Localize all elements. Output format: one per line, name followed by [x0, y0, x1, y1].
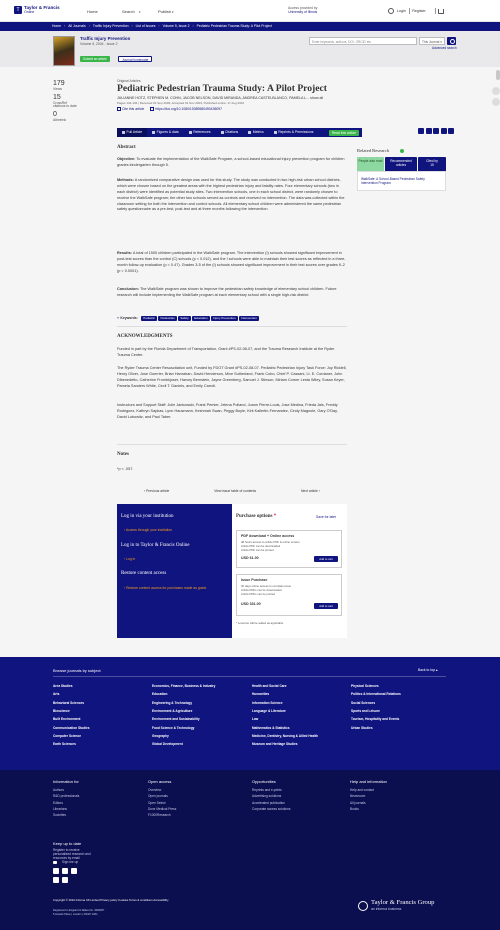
option-feature: Article PDFs can be downloaded: [241, 588, 282, 592]
views-count: 179: [53, 80, 65, 87]
altmetric-stat[interactable]: [53, 111, 66, 122]
footer-link[interactable]: Help and contact: [350, 788, 374, 793]
related-research-heading: Related Research: [357, 148, 390, 153]
footer-link[interactable]: All journals: [350, 800, 366, 805]
related-article-link[interactable]: WalkSafe: A School-Based Pedestrian Safety Intervention Program: [361, 177, 425, 186]
subject-link[interactable]: Arts: [53, 692, 60, 697]
conclusion-label: Conclusion:: [117, 287, 139, 291]
results-text: A total of 1500 children participated in the WalkSafe program. The intervention (I) schools showed significant improvement in post-test scores than the control (C) schools (p < 0.012), and the I schools were able to maintain their test scores as reflected in a three-month follow-up evaluation (p < 0.47). Grades 3-5 of the (I) schools showed significant improvement in their test scores over grades K-2 (p < 0.0001).: [117, 251, 346, 273]
nav-home[interactable]: Home: [87, 9, 98, 14]
keyword-tag[interactable]: Safety: [180, 316, 189, 320]
footer-link[interactable]: R&D professionals: [53, 794, 80, 799]
add-to-cart-button[interactable]: Add to cart: [314, 603, 338, 609]
search-scope-value: This Journal: [422, 40, 440, 44]
institution-login-heading: Log in via your institution: [121, 514, 174, 519]
tab-label: Reprints & Permissions: [278, 130, 314, 134]
breadcrumb-all-journals[interactable]: All Journals: [68, 24, 86, 29]
document-icon: [122, 131, 125, 134]
divider: [117, 326, 347, 327]
link-icon: [150, 107, 154, 111]
issue-toc-link[interactable]: View issue table of contents: [214, 488, 257, 493]
methods-label: Methods:: [117, 178, 134, 182]
footer-column-help: [350, 779, 387, 812]
results-label: Results:: [117, 251, 132, 255]
breadcrumb: Home › All Journals › Traffic Injury Prevention › List of Issues › Volume 5, Issue 2 › Pediatric Pedestrian Trauma Study: A Pilot Project: [0, 22, 500, 31]
breadcrumb-home[interactable]: Home: [52, 24, 62, 29]
purchase-heading-text: Purchase options: [236, 514, 273, 519]
column-heading: Opportunities: [252, 779, 276, 784]
institution-name: University of Illinois: [288, 10, 318, 15]
subject-link[interactable]: Global Development: [152, 742, 183, 747]
email-icon[interactable]: [448, 128, 454, 134]
citation-row: [117, 107, 222, 112]
register-link[interactable]: Register: [412, 8, 426, 13]
advanced-search-link[interactable]: Advanced search: [432, 46, 457, 50]
footer-link[interactable]: Corporate access solutions: [252, 806, 291, 811]
article-pager: [117, 486, 347, 496]
keep-up-heading: Keep up to date: [53, 841, 82, 846]
institution-access-link[interactable]: › Access through your institution: [124, 528, 172, 533]
bar-chart-icon: [248, 131, 251, 134]
keep-up-text: Register to receive personalised research and resources by email: [53, 848, 91, 861]
column-heading: Help and information: [350, 779, 387, 784]
facebook-icon[interactable]: [53, 868, 59, 874]
subject-link[interactable]: Engineering & Technology: [152, 700, 193, 705]
quote-icon: [117, 107, 121, 111]
keyword-tag[interactable]: Pedestrian: [160, 316, 175, 320]
quote-icon: [221, 131, 224, 134]
footer-link[interactable]: Overview: [148, 788, 162, 793]
subject-link[interactable]: Medicine, Dentistry, Nursing & Allied Health: [252, 733, 319, 738]
subject-link[interactable]: Communication Studies: [53, 725, 90, 730]
scrollbar[interactable]: [496, 70, 500, 80]
breadcrumb-volume[interactable]: Volume 5, Issue 2: [162, 24, 190, 29]
divider: [435, 8, 436, 14]
chevron-down-icon: ▾: [172, 10, 174, 14]
subject-link[interactable]: Urban Studies: [351, 725, 373, 730]
cite-label: Cite this article: [122, 107, 145, 111]
add-to-cart-button[interactable]: Add to cart: [314, 556, 338, 562]
print-icon: [274, 131, 277, 134]
footer-link[interactable]: Societies: [53, 812, 66, 817]
social-links: [53, 868, 80, 875]
search-scope-select[interactable]: This Journal ▾: [419, 37, 445, 45]
tab-label: Metrics: [252, 130, 264, 134]
notes-heading: Notes: [117, 452, 129, 457]
journal-title[interactable]: Traffic Injury Prevention: [80, 36, 131, 41]
next-article-link[interactable]: [301, 489, 320, 494]
footer-link[interactable]: Open journals: [148, 794, 168, 799]
prev-label: Previous article: [146, 488, 170, 493]
required-asterisk: *: [273, 514, 277, 519]
methods-text: A randomized comparative design was used for this study. The study was conducted in two high-risk urban school districts, which were chosen based on the greatest areas with the highest pedestrian injury and fatality rates. Four elementary schools (two in each district) were identified as potential study sites. Two intervention schools, one in each school district, were randomly chosen to receive the WalkSafe program; the other two schools served as controls and received no intervention. The data was collected within the classroom setting for both the intervention and control schools. All elementary school children were administered the same pedestrian safety questionnaire as a pre-test, post-test and at three months following the intervention.: [117, 178, 345, 212]
subject-column: [252, 682, 347, 749]
subject-link[interactable]: Information Science: [252, 700, 283, 705]
views-stat: [53, 80, 65, 91]
cited-count: 15: [430, 163, 434, 168]
share-bar: [418, 128, 454, 134]
weibo-icon[interactable]: [62, 877, 68, 883]
objective-label: Objective:: [117, 157, 136, 161]
footer-link[interactable]: Advertising solutions: [252, 794, 282, 799]
taylor-francis-group-logo[interactable]: [358, 900, 434, 911]
help-icon[interactable]: [492, 98, 500, 106]
tf-login-link[interactable]: › Log in: [124, 557, 135, 562]
youtube-icon[interactable]: [53, 877, 59, 883]
subject-link[interactable]: Geography: [152, 733, 169, 738]
submit-article-button[interactable]: Submit an article: [80, 56, 110, 62]
article-tabs: [117, 128, 362, 137]
logo-mark-icon: T: [14, 6, 22, 14]
footer-link[interactable]: Dove Medical Press: [148, 806, 177, 811]
twitter-icon[interactable]: [441, 128, 447, 134]
subject-link[interactable]: Area Studies: [53, 684, 73, 688]
browse-journals-heading: Browse journals by subject: [53, 668, 101, 673]
purchase-options-heading: [236, 514, 276, 521]
registration-line: Registered in England & Wales No. 3099067: [53, 909, 105, 912]
nav-publish[interactable]: Publish: [158, 9, 172, 14]
crossref-label: CrossRef: [53, 100, 68, 105]
footer-link[interactable]: Books: [350, 806, 359, 811]
logo-line2: Online: [24, 10, 35, 15]
breadcrumb-article: Pediatric Pedestrian Trauma Study: A Pilot Project: [196, 24, 272, 29]
tab-references[interactable]: [184, 128, 216, 137]
conclusion-text: The WalkSafe program was shown to improve the pedestrian safety knowledge of elementary school children. Future research will include implementing the WalkSafe program at each elementary school with a single high-risk district.: [117, 287, 337, 297]
footer-link[interactable]: Librarians: [53, 806, 67, 811]
tandf-online-logo[interactable]: [14, 5, 60, 15]
views-label: Views: [53, 86, 62, 91]
footer-link[interactable]: Accelerated publication: [252, 800, 285, 805]
tag-icon: ⌖: [117, 316, 119, 321]
chevron-left-icon: ‹: [144, 488, 147, 493]
chevron-right-icon: ›: [317, 488, 320, 493]
author-list[interactable]: JULIANNE HOTZ, STEPHEN M. COHN, JACOB NELSON, DAVID MIRANDA, ANDREA CASTELBLANCO, PAMELA L... show all: [117, 96, 324, 100]
logo-line1: Taylor & Francis: [24, 5, 60, 10]
footer-link[interactable]: Authors: [53, 788, 64, 793]
subject-column: [53, 682, 148, 749]
divider: [117, 444, 347, 445]
chevron-down-icon: ▾: [139, 10, 141, 14]
breadcrumb-journal[interactable]: Traffic Injury Prevention: [92, 24, 129, 29]
keywords-label: Keywords:: [120, 316, 138, 321]
tab-recommended-articles[interactable]: Recommended articles: [385, 157, 417, 171]
option-feature: 30 days online access to complete issue: [241, 584, 292, 588]
keyword-tag[interactable]: Education: [194, 316, 208, 320]
footer-link[interactable]: Open Select: [148, 800, 166, 805]
brand-sub: an informa business: [371, 906, 402, 911]
publication-info: Pages 132-136 | Received 01 Sep 2003, Accepted 01 Nov 2003, Published online: 17 Aug 2010: [117, 101, 245, 105]
footer-column-open-access: [148, 779, 176, 818]
keyword-tag[interactable]: Pediatric: [143, 316, 155, 320]
tab-figures[interactable]: [147, 128, 184, 137]
user-bar: [388, 8, 444, 14]
tab-label: Cited by: [426, 159, 438, 163]
signup-link[interactable]: [53, 859, 78, 865]
note-item: *p < .057.: [117, 467, 134, 471]
keyword-tag[interactable]: Injury Prevention: [213, 316, 236, 320]
option-feature: 48 hours access to article PDF & online version: [241, 540, 300, 544]
back-to-top-link[interactable]: [418, 668, 438, 673]
user-icon: [388, 8, 394, 14]
breadcrumb-issues[interactable]: List of Issues: [135, 24, 156, 29]
arrow-up-icon: ▴: [435, 668, 438, 672]
subject-link[interactable]: Behavioral Sciences: [53, 700, 85, 705]
tab-label: References: [193, 130, 211, 134]
subject-link[interactable]: Computer Science: [53, 733, 81, 738]
subject-link[interactable]: Politics & International Relations: [351, 692, 401, 697]
next-label: Next article: [300, 488, 318, 493]
option-title: PDF download + Online access: [241, 534, 295, 538]
doi-url: https://doi.org/10.1080/15389580490435097: [155, 107, 222, 111]
subject-link[interactable]: Earth Sciences: [53, 742, 76, 747]
footer-link[interactable]: Newsroom: [350, 794, 366, 799]
divider: [409, 8, 410, 14]
twitter-icon[interactable]: [62, 868, 68, 874]
tab-cited-by[interactable]: [418, 157, 446, 171]
crossref-sub: citations to date: [53, 104, 77, 109]
journal-homepage-button[interactable]: Journal homepage: [118, 56, 152, 62]
abstract-conclusion: [117, 287, 347, 299]
article-type: Original Articles: [117, 79, 141, 83]
feedback-icon[interactable]: [492, 87, 500, 95]
list-icon: [189, 131, 192, 134]
purchase-panel: [232, 504, 347, 638]
subject-link[interactable]: Environment & Agriculture: [152, 708, 193, 713]
restore-heading: Restore content access: [121, 571, 167, 576]
option-feature: Article PDF can be printed: [241, 548, 274, 552]
crossref-stat[interactable]: [53, 94, 77, 109]
login-link[interactable]: Login: [397, 8, 406, 13]
subject-link[interactable]: Museum and Heritage Studies: [252, 742, 298, 747]
purchase-card: [236, 574, 342, 616]
subject-link[interactable]: Environment and Sustainability: [152, 717, 200, 722]
option-feature: Article PDFs can be printed: [241, 592, 276, 596]
tab-full-article[interactable]: [117, 128, 147, 137]
subject-link[interactable]: Bioscience: [53, 708, 70, 713]
subject-link[interactable]: Education: [152, 692, 168, 697]
save-for-later-link[interactable]: Save for later: [316, 515, 337, 519]
search-input[interactable]: Enter keywords, authors, DOI, ORCID etc: [309, 37, 417, 45]
acknowledgments-funding: Funded in part by the Florida Department of Transportation, Grant #PS-02-08-07, and the Trauma Research Institute at the Ryder Trauma Center.: [117, 347, 335, 357]
linkedin-icon[interactable]: [71, 868, 77, 874]
tax-note: * Local tax will be added as applicable: [236, 621, 284, 625]
share-icon[interactable]: [418, 128, 424, 134]
access-provided: [288, 6, 317, 14]
tab-reprints[interactable]: [269, 128, 319, 137]
read-article-button[interactable]: Read this article: [329, 130, 359, 136]
facebook-icon[interactable]: [433, 128, 439, 134]
tab-metrics[interactable]: [243, 128, 268, 137]
footer-column-information: [53, 779, 79, 818]
tab-label: Figures & data: [156, 130, 179, 134]
acknowledgments-heading: ACKNOWLEDGMENTS: [117, 334, 173, 339]
subject-link[interactable]: Law: [252, 717, 259, 722]
column-heading: Open access: [148, 779, 172, 784]
journal-volume[interactable]: Volume 5, 2004 - Issue 2: [80, 42, 118, 46]
altmetric-label: Altmetric: [53, 117, 67, 122]
option-title: Issue Purchase: [241, 578, 268, 582]
tab-citations[interactable]: [216, 128, 244, 137]
restore-access-link[interactable]: › Restore content access for purchases made as guest: [124, 586, 228, 591]
back-to-top-label: Back to top: [418, 668, 435, 672]
subject-link[interactable]: Economics, Finance, Business & Industry: [152, 684, 216, 688]
info-icon[interactable]: [400, 149, 404, 153]
cart-icon[interactable]: [438, 9, 444, 14]
divider: [53, 676, 446, 677]
image-icon: [152, 131, 155, 134]
footer-column-opportunities: [252, 779, 290, 812]
cite-article-link[interactable]: [117, 107, 144, 112]
subject-link[interactable]: Mathematics & Statistics: [252, 725, 290, 730]
signup-label: Sign me up: [62, 860, 79, 864]
access-label: Access provided by: [288, 6, 318, 10]
tab-label: Citations: [225, 130, 239, 134]
altmetric-count: 0: [53, 111, 57, 118]
keywords-row: [117, 316, 259, 321]
linkedin-icon[interactable]: [426, 128, 432, 134]
social-links: [53, 877, 71, 884]
subject-link[interactable]: Humanities: [252, 692, 270, 697]
subject-link[interactable]: Physical Sciences: [351, 684, 379, 688]
subject-link[interactable]: Health and Social Care: [252, 684, 287, 688]
envelope-icon: [53, 861, 57, 864]
subject-link[interactable]: Food Science & Technology: [152, 725, 195, 730]
previous-article-link[interactable]: [144, 489, 169, 494]
column-heading: Information for: [53, 779, 79, 784]
subject-column: [152, 682, 247, 749]
subject-link[interactable]: Tourism, Hospitality and Events: [351, 717, 400, 722]
tab-label: Full Article: [126, 130, 143, 134]
subject-link[interactable]: Sports and Leisure: [351, 708, 380, 713]
copyright: Copyright © 2024 Informa UK Limited Privacy policy Cookies Terms & conditions Accessibility: [53, 898, 169, 902]
nav-search[interactable]: Search: [122, 9, 135, 14]
abstract-objective: [117, 157, 347, 169]
doi-link[interactable]: [150, 107, 222, 112]
tf-login-heading: Log in to Taylor & Francis Online: [121, 543, 190, 548]
acknowledgments-staff: Instructors and Support Staff: Julie Jankowski, Frank Pemier, Jelena Polland, Joann Pierre-Louis, Jose Medina, Frieda Jals, Freddy Rodriguez, Kathryn Sapkas, Lynn Hausmann, Keshmah Swan, Peggy Boyle, Kirk Kallertin-Fernandez, Cindy Magnole, Gary O'Day, David Lubowitz, and Paul Taber.: [117, 403, 338, 419]
footer-link[interactable]: Reprints and e-prints: [252, 788, 282, 793]
address-line: 5 Howick Place | London | SW1P 1WG: [53, 913, 98, 916]
purchase-card: [236, 530, 342, 568]
option-feature: Article PDF can be downloaded: [241, 544, 281, 548]
footer-link[interactable]: Editors: [53, 800, 63, 805]
search-button[interactable]: [447, 37, 456, 45]
abstract-heading: Abstract: [117, 145, 136, 150]
crossref-count: 15: [53, 94, 61, 101]
abstract-methods: [117, 178, 347, 213]
subject-link[interactable]: Language & Literature: [252, 708, 286, 713]
acknowledgments-task-force: The Ryder Trauma Center Resuscitation unit, Funded by FDOT Grant #PS-02-08-07. Pediatric Pedestrian Injury Task Force: Joy Riddell, Henry Oliver, Jose Guerrier, Brian Hanrahan, David Henderson, Mixe Sutherland, Frank Cobo, Chief P. Cassani, Lt. E. Cordaner, John Dibenedetto, Catherine Frombkjoser, Harvey Bernstein, Jayne Greenberg, Samuel J. Stinson, Miriam Corner Lesta Wiley, Susan Keyer, Pamela Sanders White, Cecil T. Daniels, and Emily Carroll.: [117, 366, 347, 388]
journal-cover[interactable]: [53, 36, 75, 66]
brand-name: Taylor & Francis Group: [371, 899, 435, 906]
tf-group-mark-icon: [358, 901, 368, 911]
objective-text: To evaluate the implementation of the WalkSafe Program, a school-based educational injury prevention program for children grades kindergarten through 5.: [117, 157, 345, 167]
abstract-results: [117, 251, 347, 275]
option-price: USD 61.00: [241, 556, 259, 560]
subject-column: [351, 682, 446, 732]
subject-link[interactable]: Built Environment: [53, 717, 81, 722]
subject-link[interactable]: Social Sciences: [351, 700, 376, 705]
article-title: Pediatric Pedestrian Trauma Study: A Pilot Project: [117, 83, 327, 94]
tab-people-also-read[interactable]: People also read: [357, 157, 384, 171]
option-price: USD 331.00: [241, 602, 261, 606]
keyword-tag[interactable]: Intervention: [241, 316, 257, 320]
footer-link[interactable]: F1000Research: [148, 812, 171, 817]
